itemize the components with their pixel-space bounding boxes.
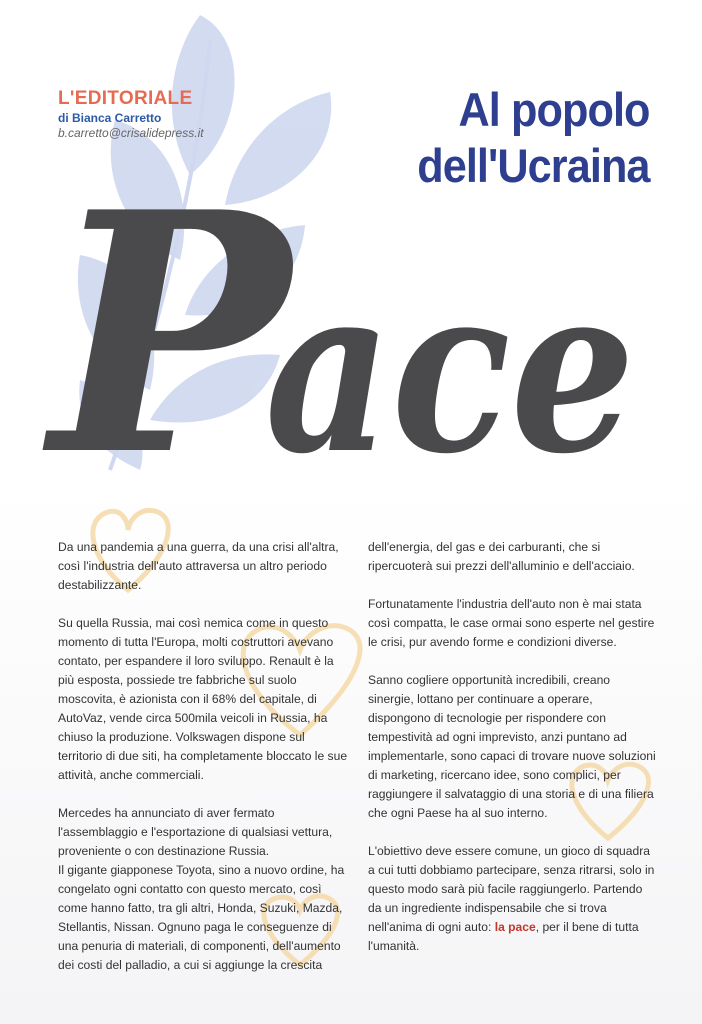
pace-title — [0, 150, 702, 490]
left-paragraph-3: Mercedes ha annunciato di aver fermato l'assemblaggio e l'esportazione di qualsiasi vettura, proveniente o con destinazione Russia. — [58, 806, 333, 858]
headline-line-1: Al popolo — [458, 83, 650, 136]
left-column — [58, 538, 348, 994]
right-paragraph-2: Fortunatamente l'industria dell'auto non è mai stata così compatta, le case ormai sono esperte nel gestire le crisi, pur avendo forme e condizioni diverse. — [368, 597, 655, 649]
author-email: b.carretto@crisalidepress.it — [58, 126, 204, 140]
closing-text-a: L'obiettivo deve essere comune, un gioco di squadra a cui tutti dobbiamo partecipare, senza ritrarsi, solo in questo modo sarà più facile raggiungerlo. Partendo da un ingrediente indispensabile che si trova nell'anima di ogni auto: — [368, 844, 655, 934]
right-column — [368, 538, 658, 975]
author-byline: di Bianca Carretto — [58, 111, 162, 125]
highlight-la-pace: la pace — [494, 920, 536, 934]
right-paragraph-3: Sanno cogliere opportunità incredibili, creano sinergie, lottano per continuare a operare, dispongono di tecnologie per rispondere con tempestività ad ogni imprevisto, anzi puntano ad implementarle, sono capaci di trovare nuove soluzioni di marketing, ricercano idee, sono complici, per raggiungere il salvataggio di una storia e di una filiera che ogni Paese ha al suo interno. — [368, 673, 656, 820]
left-paragraph-1: Da una pandemia a una guerra, da una crisi all'altra, così l'industria dell'auto attraversa un altro periodo destabilizzante. — [58, 540, 339, 592]
right-paragraph-4 — [368, 842, 658, 956]
right-paragraph-1: dell'energia, del gas e dei carburanti, che si ripercuoterà sui prezzi dell'alluminio e dell'acciaio. — [368, 540, 635, 573]
left-paragraph-4: Il gigante giapponese Toyota, sino a nuovo ordine, ha congelato ogni contatto con questo mercato, così come hanno fatto, tra gli altri, Honda, Suzuki, Mazda, Stellantis, Nissan. Ognuno paga le conseguenze di una penuria di materiali, di componenti, dell'aumento dei costi del palladio, a cui si aggiunge la crescita — [58, 863, 345, 972]
closing-text-b: , per il bene di tutta l'umanità. — [368, 920, 639, 953]
left-paragraph-2: Su quella Russia, mai così nemica come in questo momento di tutta l'Europa, molti costruttori avevano contato, per espandere il loro sviluppo. Renault è la più esposta, possiede tre fabbriche sul suolo moscovita, è azionista con il 68% del capitale, di AutoVaz, vende circa 500mila veicoli in Russia, ha chiuso la produzione. Volkswagen dispone sul territorio di due siti, ha completamente bloccato le sue attività, anche commerciali. — [58, 616, 348, 782]
headline-line-2: dell'Ucraina — [417, 139, 650, 192]
section-kicker: L'EDITORIALE — [58, 88, 193, 109]
pace-letters-ace: ace — [265, 235, 635, 490]
pace-letter-p: P — [40, 150, 300, 490]
pace-word: Pace — [0, 150, 3, 151]
